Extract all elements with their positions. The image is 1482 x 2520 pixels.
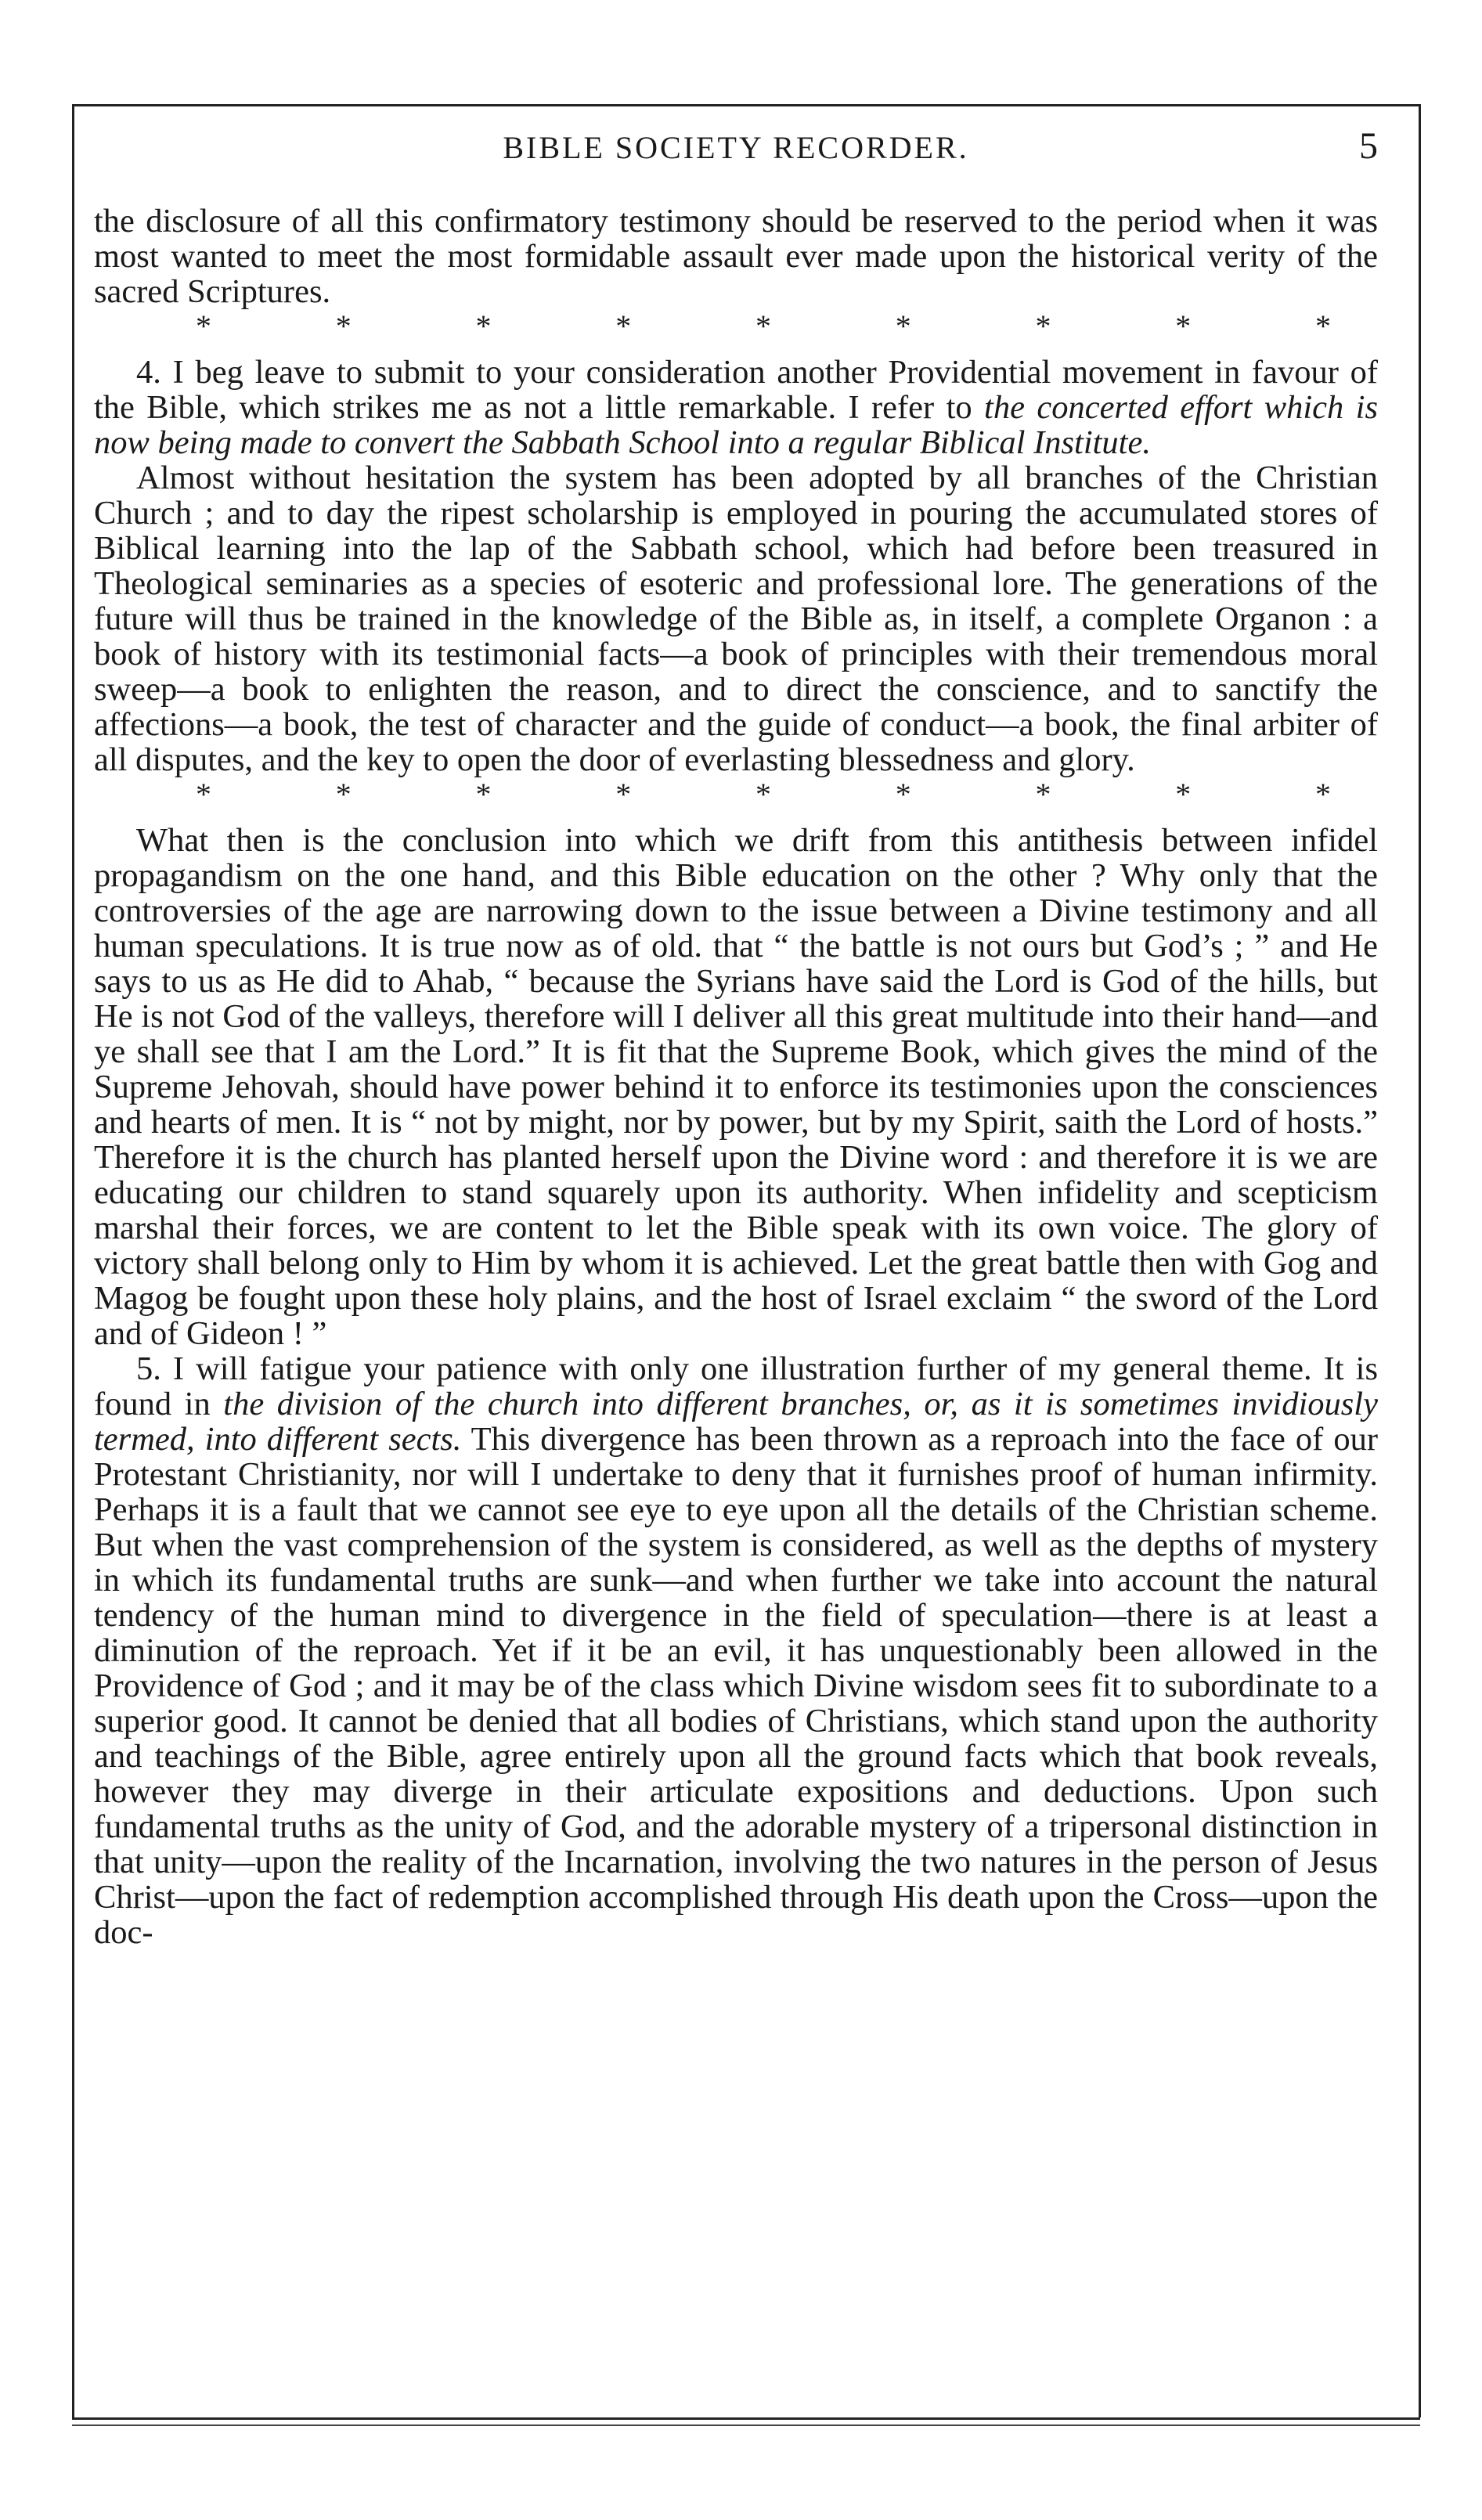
asterisk: * [1315,777,1331,812]
asterisk: * [1035,777,1051,812]
asterisk: * [475,308,492,344]
asterisk: * [755,777,771,812]
asterisk: * [335,777,352,812]
bottom-border-rule [72,2417,1420,2420]
running-title: BIBLE SOCIETY RECORDER. [503,130,969,165]
asterisk: * [196,308,211,344]
top-border-rule [72,104,1420,106]
text-run: Almost without hesitation the system has been adopted by all branches of the Christian Church ; and to day the ripest scholarship is employed in pouring the accumulated stores of Biblical learning into the lap of the Sabbath school, which had before been treasured in Theological seminaries as a species of esoteric and professional lore. The generations of the future will thus be trained in the knowledge of the Bible as, in itself, a complete Organon : a book of history with its testimonial facts—a book of principles with their tremendous moral sweep—a book to enlighten the reason, and to direct the conscience, and to sanctify the affections—a book, the test of character and the guide of conduct—a book, the final arbiter of all disputes, and the key to open the door of everlasting blessedness and glory. [94,460,1378,778]
asterisk: * [1035,308,1051,344]
asterisk: * [1175,777,1192,812]
asterisk: * [755,308,771,344]
paragraph-organon [94,460,1378,777]
paragraph-division-of-church [94,1351,1378,1950]
paragraph-conclusion [94,823,1378,1351]
asterisk: * [615,777,632,812]
paragraph-continuation [94,204,1378,309]
italic-text-run: the concerted effort which is now being made to convert the Sabbath School into a regular Biblical Institute. [94,389,1378,461]
running-head [94,125,1378,176]
page-number: 5 [1359,125,1378,167]
italic-text-run: the division of the church into different branches, or, as it is sometimes invidiously termed, into different sects. [94,1386,1378,1458]
asterisk: * [196,777,211,812]
asterisk: * [895,777,911,812]
body-text [94,204,1378,1950]
bottom-border-rule-thin [72,2424,1420,2426]
asterisk: * [1315,308,1331,344]
text-run: This divergence has been thrown as a reproach into the face of our Protestant Christianity, nor will I undertake to deny that it furnishes proof of human infirmity. Perhaps it is a fault that we cannot see eye to eye upon all the details of the Christian scheme. But when the vast comprehension of the system is considered, as well as the depths of mystery in which its fundamental truths are sunk—and when further we take into account the natural tendency of the human mind to divergence in the field of speculation—there is at least a diminution of the reproach. Yet if it be an evil, it has unquestionably been allowed in the Providence of God ; and it may be of the class which Divine wisdom sees fit to subordinate to a superior good. It cannot be denied that all bodies of Christians, which stand upon the authority and teachings of the Bible, agree entirely upon all the ground facts which that book reveals, however they may diverge in their articulate expositions and deductions. Upon such fundamental truths as the unity of God, and the adorable mystery of a tripersonal distinction in that unity—upon the reality of the Incarnation, involving the two natures in the person of Jesus Christ—upon the fact of redemption accomplished through His death upon the Cross—upon the doc- [94,1421,1378,1951]
asterisk: * [475,777,492,812]
text-run: 4. I beg leave to submit to your consideration another Providential movement in favour of the Bible, which strikes me as not a little remarkable. I refer to [94,354,1378,426]
asterisk: * [335,308,352,344]
text-run: What then is the conclusion into which we drift from this antithesis between infidel propagandism on the one hand, and this Bible education on the other ? Why only that the controversies of the age are narrowing down to the issue between a Divine testimony and all human speculations. It is true now as of old. that “ the battle is not ours but God’s ; ” and He says to us as He did to Ahab, “ because the Syrians have said the Lord is God of the hills, but He is not God of the valleys, therefore will I deliver all this great multitude into their hand—and ye shall see that I am the Lord.” It is fit that the Supreme Book, which gives the mind of the Supreme Jehovah, should have power behind it to enforce its testimonies upon the consciences and hearts of men. It is “ not by might, nor by power, but by my Spirit, saith the Lord of hosts.” Therefore it is the church has planted herself upon the Divine word : and therefore it is we are educating our children to stand squarely upon its authority. When infidelity and scepticism marshal their forces, we are content to let the Bible speak with its own voice. The glory of victory shall belong only to Him by whom it is achieved. Let the great battle then with Gog and Magog be fought upon these holy plains, and the host of Israel exclaim “ the sword of the Lord and of Gideon ! ” [94,822,1378,1352]
text-run: 5. I will fatigue your patience with only one illustration further of my general theme. It is found in [94,1350,1378,1422]
paragraph-sabbath-school [94,355,1378,460]
asterisk: * [895,308,911,344]
right-border-rule [1419,104,1421,2417]
left-border-rule [72,104,74,2417]
asterisk: * [1175,308,1192,344]
asterisk: * [615,308,632,344]
asterisk-separator [94,308,1378,344]
text-run: the disclosure of all this confirmatory testimony should be reserved to the period when it was most wanted to meet the most formidable assault ever made upon the historical verity of the sacred Scriptures. [94,203,1378,310]
asterisk-separator [94,779,1378,810]
